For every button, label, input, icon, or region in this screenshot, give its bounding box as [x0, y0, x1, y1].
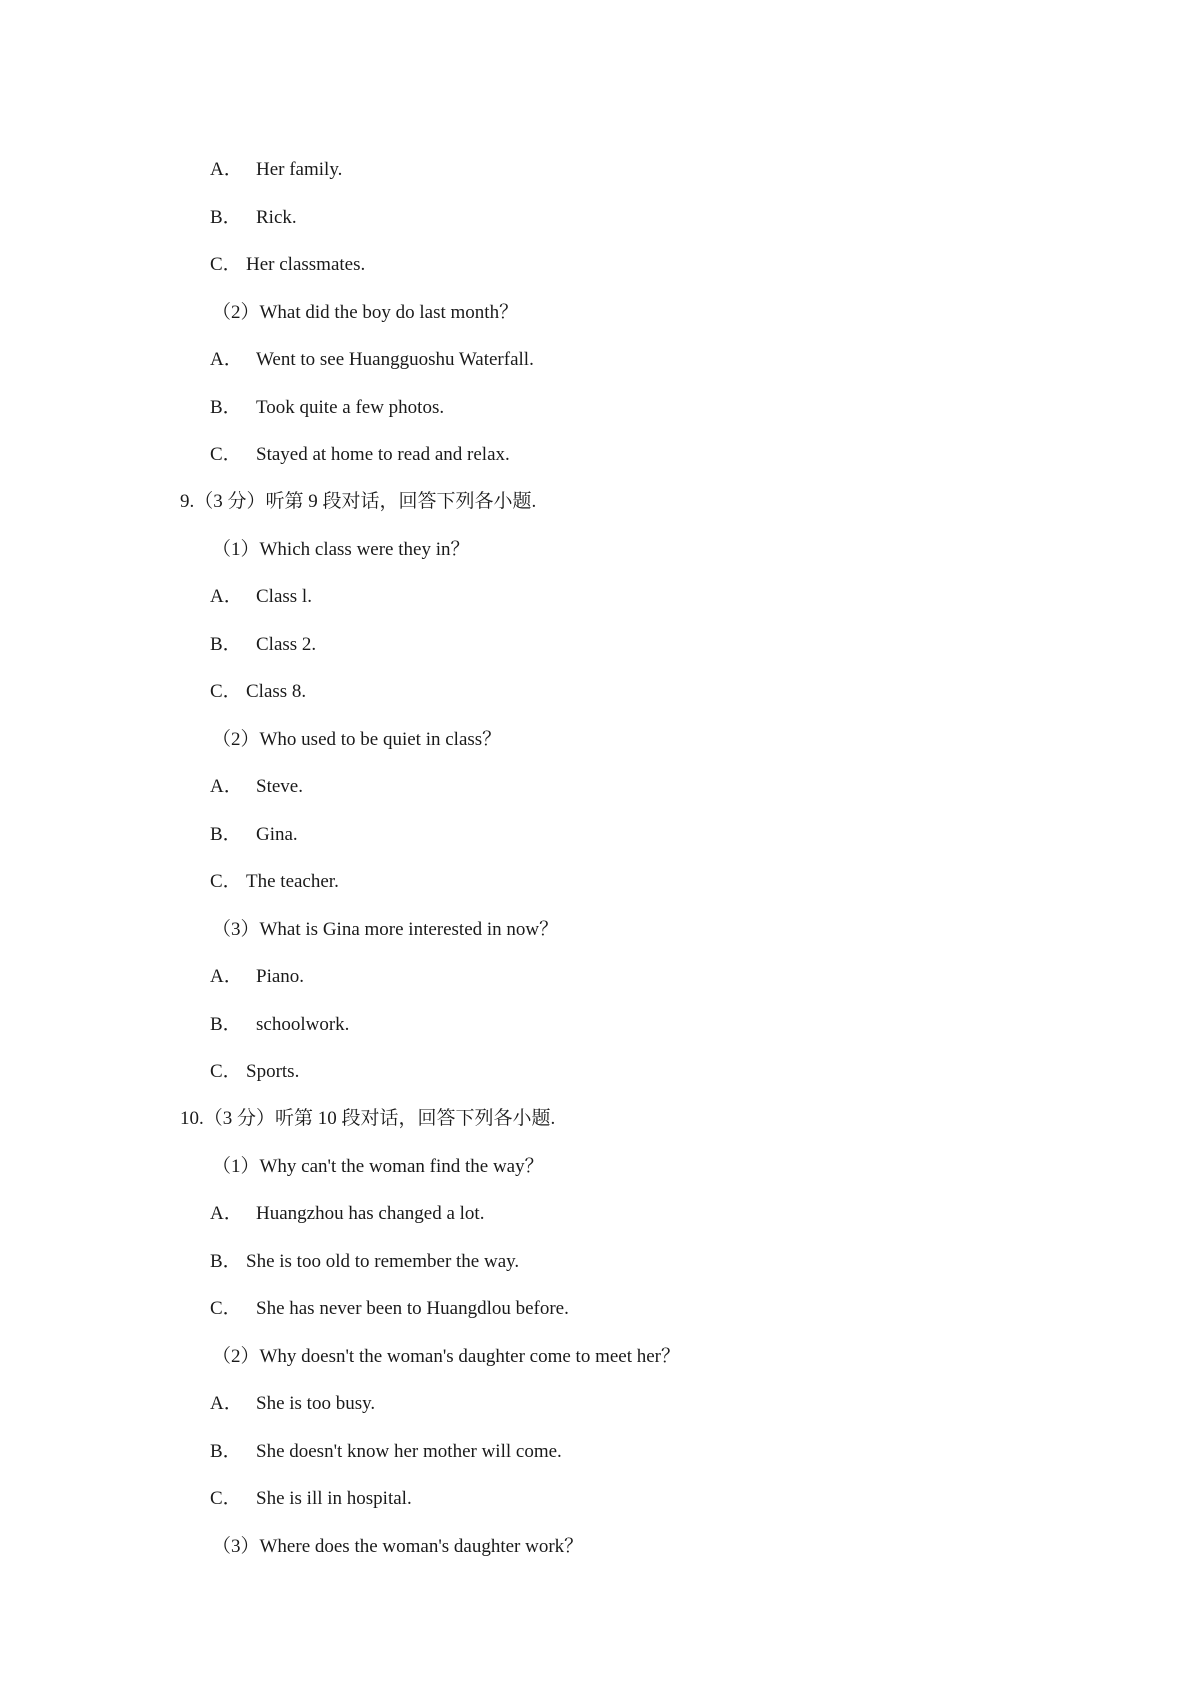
option-c-ill-in-hospital [210, 1487, 412, 1511]
option-a-steve [210, 775, 303, 799]
option-text: Huangzhou has changed a lot. [256, 1203, 485, 1224]
option-letter: A． [210, 966, 243, 987]
option-b-schoolwork [210, 1013, 349, 1037]
option-text: Steve. [256, 776, 303, 797]
option-letter: B． [210, 1441, 242, 1462]
option-text: Piano. [256, 966, 305, 987]
question-9-heading: 9.（3 分）听第 9 段对话，回答下列各小题. [180, 491, 537, 512]
option-b-gina [210, 823, 298, 847]
option-letter: B． [210, 1014, 242, 1035]
sub-question-9-3: （3）What is Gina more interested in now？ [212, 919, 559, 940]
option-c-class-8 [210, 680, 306, 704]
option-b-photos [210, 396, 444, 420]
option-letter: A． [210, 1393, 243, 1414]
sub-question-10-2: （2）Why doesn't the woman's daughter come to meet her？ [212, 1346, 681, 1367]
option-text: Her family. [256, 159, 343, 180]
option-letter: B． [210, 207, 242, 228]
option-text: Class 2. [256, 634, 317, 655]
option-letter: B． [210, 397, 242, 418]
option-letter: C． [210, 871, 242, 892]
sub-question-9-2: （2）Who used to be quiet in class？ [212, 729, 502, 750]
option-letter: C． [210, 1061, 242, 1082]
option-letter: C． [210, 681, 242, 702]
option-letter: C． [210, 1298, 242, 1319]
option-a-waterfall [210, 348, 534, 372]
option-text: Gina. [256, 824, 298, 845]
option-a-too-busy [210, 1392, 375, 1416]
option-letter: A． [210, 1203, 243, 1224]
option-letter: A． [210, 776, 243, 797]
sub-question-10-1: （1）Why can't the woman find the way？ [212, 1156, 544, 1177]
option-text: She doesn't know her mother will come. [256, 1441, 562, 1462]
option-letter: C． [210, 254, 242, 275]
option-letter: B． [210, 824, 242, 845]
option-letter: A． [210, 586, 243, 607]
option-a-class-1 [210, 585, 312, 609]
option-text: Class 8. [246, 681, 307, 702]
option-text: Took quite a few photos. [256, 397, 445, 418]
option-text: Class l. [256, 586, 312, 607]
option-b-doesnt-know [210, 1440, 562, 1464]
option-text: Stayed at home to read and relax. [256, 444, 510, 465]
option-a-her-family [210, 158, 342, 182]
option-c-teacher [210, 870, 339, 894]
option-text: schoolwork. [256, 1014, 350, 1035]
question-10-heading: 10.（3 分）听第 10 段对话，回答下列各小题. [180, 1108, 556, 1129]
option-letter: C． [210, 1488, 242, 1509]
option-c-sports [210, 1060, 299, 1084]
option-b-class-2 [210, 633, 316, 657]
option-text: She is too busy. [256, 1393, 376, 1414]
option-text: She is ill in hospital. [256, 1488, 412, 1509]
option-text: Her classmates. [246, 254, 366, 275]
option-c-never-been [210, 1297, 569, 1321]
option-a-huangzhou-changed [210, 1202, 484, 1226]
option-letter: A． [210, 349, 243, 370]
sub-question-9-1: （1）Which class were they in？ [212, 539, 470, 560]
option-text: Rick. [256, 207, 297, 228]
sub-question-10-3: （3）Where does the woman's daughter work？ [212, 1536, 584, 1557]
sub-question-8-2: （2）What did the boy do last month？ [212, 302, 519, 323]
option-letter: C． [210, 444, 242, 465]
option-c-home [210, 443, 510, 467]
option-letter: B． [210, 1251, 242, 1272]
option-c-her-classmates [210, 253, 365, 277]
option-b-too-old [210, 1250, 519, 1274]
option-a-piano [210, 965, 304, 989]
option-text: She has never been to Huangdlou before. [256, 1298, 569, 1319]
option-b-rick [210, 206, 297, 230]
option-text: Went to see Huangguoshu Waterfall. [256, 349, 534, 370]
option-letter: A． [210, 159, 243, 180]
option-letter: B． [210, 634, 242, 655]
option-text: Sports. [246, 1061, 300, 1082]
option-text: The teacher. [246, 871, 339, 892]
option-text: She is too old to remember the way. [246, 1251, 520, 1272]
